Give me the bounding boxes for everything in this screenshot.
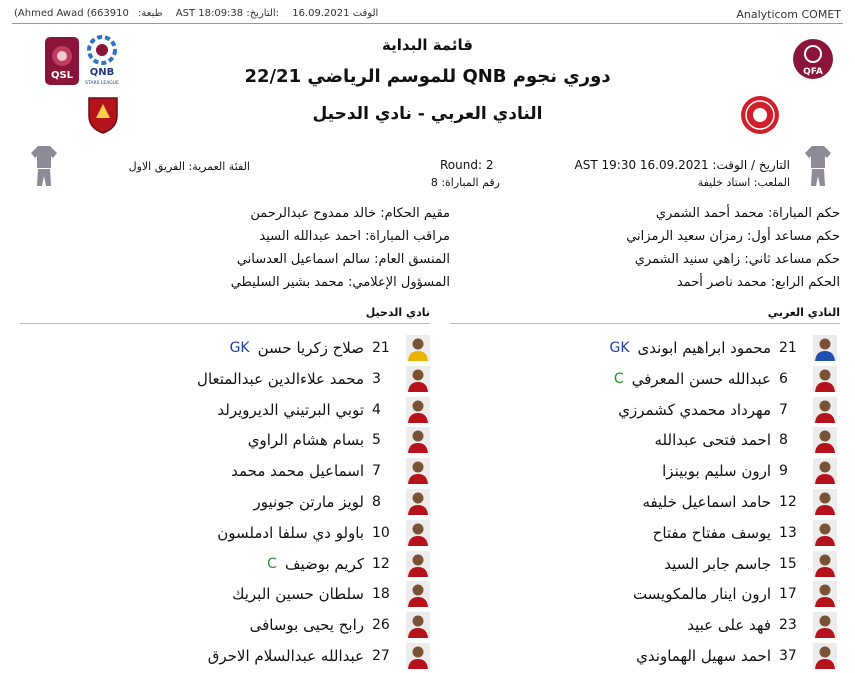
player-avatar [406,612,430,638]
player-avatar [406,458,430,484]
away-shirt-icon [30,144,58,192]
match-title: النادي العربي - نادي الدحيل [312,104,543,124]
player-number: 26 [372,617,390,634]
assistant-referee-2: حكم مساعد ثاني: زاهي سنيد الشمري [634,252,840,267]
player-name: ارون سليم بوبينزا [662,462,771,481]
player-name: بسام هشام الراوي [247,431,364,450]
player-avatar [813,427,837,453]
player-row [248,425,430,455]
player-name: فهد على عبيد [687,616,771,635]
match-referee: حكم المباراة: محمد أحمد الشمري [655,206,840,221]
player-name: احمد سهيل الهماوندي [636,647,771,665]
player-number: 21 [372,340,390,356]
player-name: حامد اسماعيل خليفه [642,493,771,511]
document-title: قائمة البداية [382,36,473,54]
player-row [653,518,837,548]
player-name: مهرداد محمدي كشمرزي [618,400,771,419]
player-number: 21 [779,340,797,356]
player-row [230,333,430,363]
player-number: 12 [779,494,797,510]
player-number: 4 [372,401,381,418]
player-name: يوسف مفتاح مفتاح [652,523,771,542]
player-name: سلطان حسين البريك [232,585,364,604]
competition-title: دوري نجوم QNB للموسم الرياضي 22/21 [244,66,611,87]
player-number: 9 [779,463,788,480]
player-avatar [406,581,430,607]
player-number: 15 [779,555,797,572]
player-avatar [406,489,430,515]
player-number: 18 [372,586,390,603]
system-name: Analyticom COMET [736,8,841,21]
match-number: رقم المباراة: 8 [430,176,500,189]
player-name: باولو دي سلفا ادملسون [217,523,364,542]
officials-right [540,206,840,298]
captain-badge: C [613,370,624,387]
general-coordinator: المنسق العام: سالم اسماعيل العدساني [236,252,450,267]
goalkeeper-badge: GK [609,340,630,356]
referee-assessor: مقيم الحكام: خالد ممدوح عبدالرحمن [250,206,450,221]
player-number: 10 [372,524,390,541]
qfa-logo-text: QFA [803,67,823,77]
player-number: 13 [779,524,797,541]
print-time: AST 18:09:38 [175,8,244,19]
media-officer: المسؤول الإعلامي: محمد بشير السليطي [230,275,450,290]
home-team-header [450,306,840,324]
operator-info: (Ahmed Awad (663910 [14,8,129,19]
player-number: 23 [779,617,797,634]
player-avatar [813,612,837,638]
player-avatar [813,489,837,515]
print-date: 16.09.2021 [292,8,350,19]
player-number: 12 [372,555,390,572]
player-number: 7 [779,401,788,418]
player-name: توبي البرتيني الديرويرلد [217,400,364,419]
player-row [267,549,430,579]
player-number: 37 [779,648,797,664]
player-name: عبدالله حسن المعرفي [631,369,771,388]
player-avatar [406,397,430,423]
player-number: 17 [779,586,797,603]
player-name: محمود ابراهيم ابوندى [637,339,771,357]
player-name: رابح يحيى بوسافى [249,616,364,635]
player-name: صلاح زكريا حسن [257,339,364,357]
player-avatar [813,581,837,607]
player-number: 3 [372,370,381,387]
player-number: 8 [779,432,788,449]
print-label: :طبعة [138,8,163,19]
player-row [664,549,837,579]
captain-badge: C [267,555,277,572]
player-row [636,641,837,671]
print-date-label: :التاريخ [249,8,280,19]
qnb-logo-subtext: STARS LEAGUE [85,81,119,86]
print-info [14,8,378,19]
player-name: كريم بوضيف [284,554,364,573]
player-name: لويز مارتن جونيور [253,493,364,511]
player-row [232,579,430,609]
player-avatar [406,643,430,669]
match-stadium: الملعب: استاد خليفة [697,176,790,189]
player-name: محمد علاءالدين عبدالمتعال [197,369,364,388]
home-shirt-icon [804,144,832,192]
player-row [208,641,430,671]
player-name: عبدالله عبدالسلام الاحرق [207,647,364,665]
player-number: 27 [372,648,390,664]
player-name: ارون اينار مالمكويست [632,585,771,604]
fourth-official: الحكم الرابع: محمد ناصر أحمد [676,275,840,290]
age-category: الفئة العمرية: الفريق الاول [128,160,250,173]
player-avatar [813,643,837,669]
print-time-label: :الوقت [246,8,379,19]
player-row [643,487,838,517]
player-avatar [406,551,430,577]
player-avatar [406,335,430,361]
match-commissioner: مراقب المباراة: احمد عبدالله السيد [259,229,450,244]
player-row [687,610,837,640]
assistant-referee-1: حكم مساعد أول: رمزان سعيد الرمزاني [626,229,840,244]
player-avatar [406,366,430,392]
officials-left [160,206,450,298]
player-row [614,364,837,394]
player-number: 6 [779,370,788,387]
top-divider [12,23,843,24]
player-row [250,610,430,640]
player-number: 8 [372,494,381,510]
player-row [610,333,837,363]
away-team-name: نادي الدحيل [20,306,430,324]
player-avatar [406,427,430,453]
player-name: جاسم جابر السيد [664,554,771,573]
player-number: 5 [372,432,381,449]
player-name: احمد فتحى عبدالله [654,431,771,450]
player-row [618,395,837,425]
player-row [254,487,430,517]
player-row [197,364,430,394]
player-avatar [813,335,837,361]
qsl-logo-text: QSL [50,70,74,81]
player-avatar [406,520,430,546]
match-datetime: التاريخ / الوقت: AST 19:30 16.09.2021 [574,158,790,172]
player-avatar [813,366,837,392]
home-team-name: النادي العربي [450,306,840,324]
round-info: Round: 2 [440,158,494,172]
player-avatar [813,520,837,546]
player-row [662,456,837,486]
player-row [217,518,430,548]
player-name: اسماعيل محمد محمد [231,462,364,481]
player-avatar [813,551,837,577]
player-row [231,456,430,486]
player-avatar [813,458,837,484]
player-avatar [813,397,837,423]
away-team-header [20,306,430,324]
goalkeeper-badge: GK [229,340,250,356]
player-row [633,579,837,609]
player-number: 7 [372,463,381,480]
player-row [655,425,838,455]
qnb-logo-text: QNB [89,67,115,78]
player-row [217,395,430,425]
